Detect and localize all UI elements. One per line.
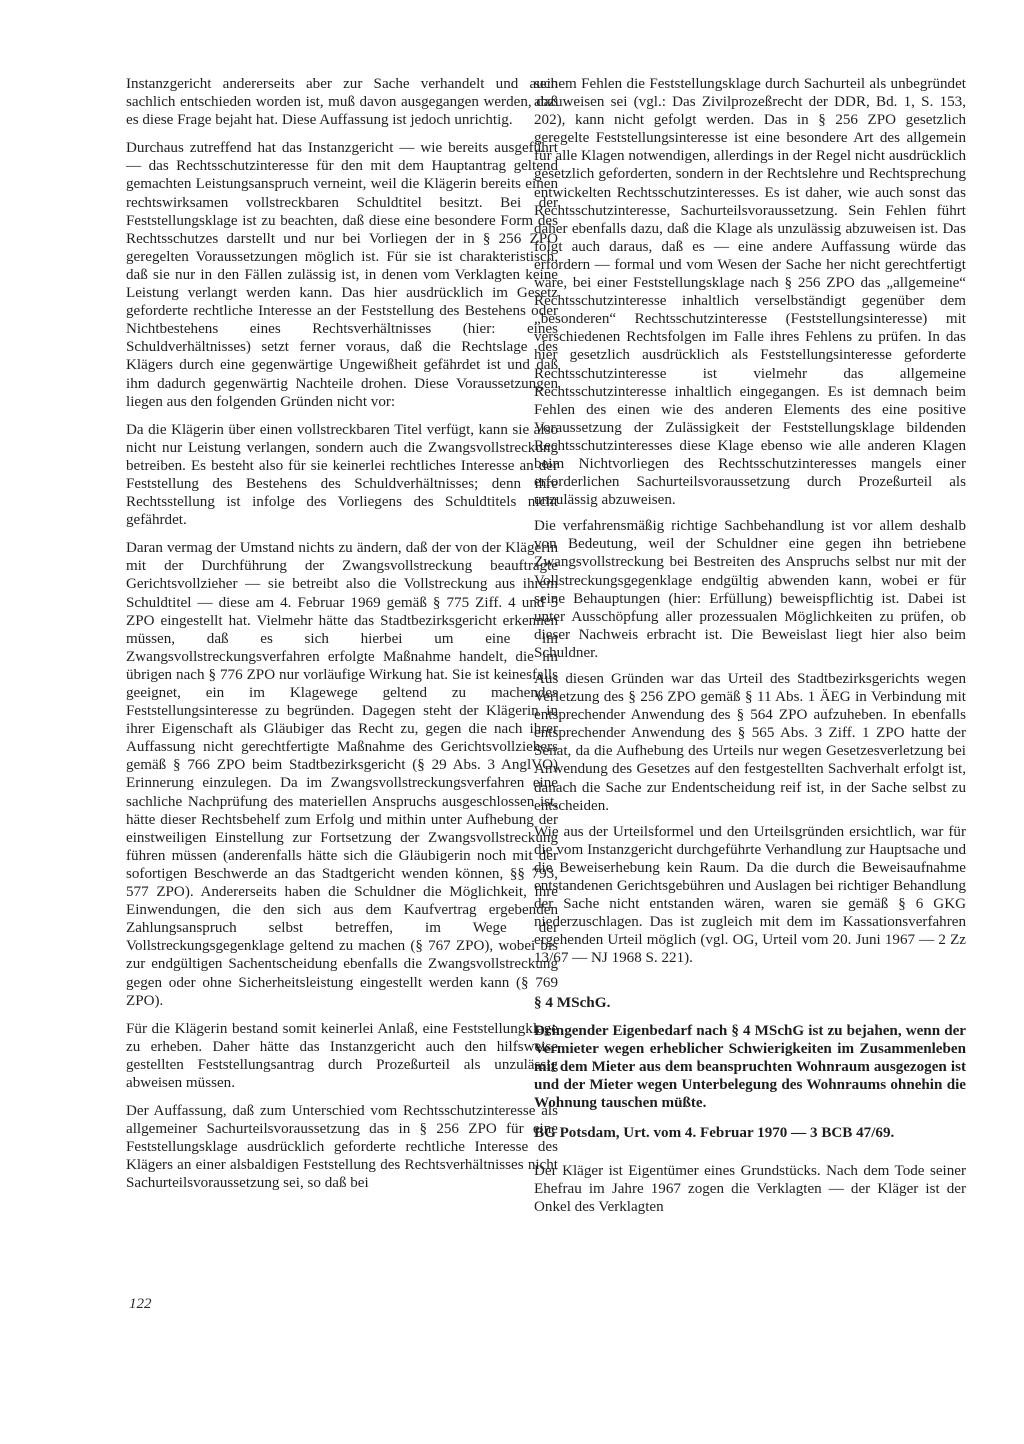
paragraph: Aus diesen Gründen war das Urteil des Stadtbezirksgerichts wegen Verletzung des § 256 ZPO gemäß § 11 Abs. 1 ÄEG in Verbindung mit entsprechender Anwendung des § 564 ZPO aufzuheben. In ebenfalls entsprechender Anwendung des § 565 Abs. 3 Ziff. 1 ZPO hatte der Senat, da die Aufhebung des Urteils nur wegen Gesetzesverletzung bei Anwendung des Gesetzes auf den festgestellten Sachverhalt erfolgt ist, danach die Sache zur Endentscheidung reif ist, in der Sache selbst zu entscheiden.: [534, 671, 966, 814]
paragraph: Instanzgericht andererseits aber zur Sache verhandelt und auch sachlich entschieden worden ist, muß davon ausgegangen werden, daß es diese Frage bejaht hat. Diese Auffassung ist jedoch unrichtig.: [126, 76, 558, 129]
paragraph: Für die Klägerin bestand somit keinerlei Anlaß, eine Feststellungklage zu erheben. Daher hätte das Instanzgericht auch den hilfsweise gestellten Feststellungsantrag durch Prozeßurteil als unzulässig abweisen müssen.: [126, 1020, 558, 1091]
page-number: 122: [129, 1296, 152, 1312]
left-column: [126, 75, 558, 1203]
court-citation: BG Potsdam, Urt. vom 4. Februar 1970 — 3 BCB 47/69.: [534, 1125, 895, 1142]
paragraph: Daran vermag der Umstand nichts zu ändern, daß der von der Klägerin mit der Durchführung der Zwangsvollstreckung beauftragte Gerichtsvollzieher — sie betreibt also die Vollstreckung aus ihrem Schuldtitel — diese am 4. Februar 1969 gemäß § 775 Ziff. 4 und 5 ZPO eingestellt hat. Vielmehr hätte das Stadtbezirksgericht erkennen müssen, daß es sich hierbei um eine im Zwangsvollstreckungsverfahren erfolgte Maßnahme handelt, die im übrigen nach § 776 ZPO nur vorläufige Wirkung hat. Sie ist keinesfalls geeignet, ein im Klagewege geltend zu machendes Feststellungsinteresse zu begründen. Dagegen steht der Klägerin in ihrer Eigenschaft als Gläubiger das Recht zu, gegen die nach ihrer Auffassung nicht gerechtfertigte Maßnahme des Gerichtsvollziehers gemäß § 766 ZPO beim Stadtbezirksgericht (§ 29 Abs. 3 AnglVO) Erinnerung einzulegen. Da im Zwangsvollstreckungsverfahren eine sachliche Nachprüfung des materiellen Anspruchs ausgeschlossen ist, hätte dieser Rechtsbehelf zum Erfolg und mithin unter Aufhebung der einstweiligen Einstellung zur Fortsetzung der Zwangsvollstreckung führen müssen (anderenfalls hätte sich die Gläubigerin noch mit der sofortigen Beschwerde an das Stadtgericht wenden können, §§ 793, 577 ZPO). Andererseits haben die Schuldner die Möglichkeit, ihre Einwendungen, die den sich aus dem Kaufvertrag ergebenden Zahlungsanspruch selbst betreffen, im Wege der Vollstreckungsgegenklage geltend zu machen (§ 767 ZPO), wobei bis zur endgültigen Sachentscheidung ebenfalls die Zwangsvollstreckung gegen oder ohne Sicherheitsleistung eingestellt werden kann (§ 769 ZPO).: [126, 540, 558, 1009]
right-column: [534, 75, 966, 1226]
paragraph: Durchaus zutreffend hat das Instanzgericht — wie bereits ausgeführt — das Rechtsschutzinteresse für den mit dem Hauptantrag geltend gemachten Leistungsanspruch verneint, weil die Klägerin bereits einen rechtswirksamen vollstreckbaren Schuldtitel besitzt. Bei der Feststellungsklage ist zu beachten, daß diese eine besondere Form des Rechtsschutzes darstellt und nur bei Vorliegen der in § 256 ZPO geregelten Voraussetzungen möglich ist. Für sie ist charakteristisch, daß sie nur in den Fällen zulässig ist, in denen vom Verklagten keine Leistung verlangt werden kann. Das hier ausdrücklich im Gesetz geforderte rechtliche Interesse an der Feststellung des Bestehens oder Nichtbestehens eines Rechtsverhältnisses (hier: eines Schuldverhältnisses) setzt ferner voraus, daß die Rechtslage des Klägers durch eine gegenwärtige Ungewißheit gefährdet ist und daß ihm dadurch gegenwärtig Nachteile drohen. Diese Voraussetzungen liegen aus den folgenden Gründen nicht vor:: [126, 140, 558, 410]
paragraph: Die verfahrensmäßig richtige Sachbehandlung ist vor allem deshalb von Bedeutung, weil der Schuldner eine gegen ihn betriebene Zwangsvollstreckung bei Bestreiten des Anspruchs selbst nur mit der Vollstreckungsgegenklage endgültig abwenden kann, wobei er für seine Behauptungen (hier: Erfüllung) beweispflichtig ist. Dabei ist unter Ausschöpfung aller prozessualen Möglichkeiten zu prüfen, ob dieser Nachweis erbracht ist. Die Beweislast liegt hier also beim Schuldner.: [534, 518, 966, 661]
headnote: Dringender Eigenbedarf nach § 4 MSchG ist zu bejahen, wenn der Vermieter wegen erheblicher Schwierigkeiten im Zusammenleben mit dem Mieter aus dem beanspruchten Wohnraum ausgezogen ist und der Mieter wegen Unterbelegung des Wohnraums ohnehin die Wohnung tauschen müßte.: [534, 1022, 966, 1111]
section-heading: § 4 MSchG.: [534, 993, 611, 1011]
paragraph: Da die Klägerin über einen vollstreckbaren Titel verfügt, kann sie also nicht nur Leistung verlangen, sondern auch die Zwangsvollstreckung betreiben. Es besteht also für sie keinerlei rechtliches Interesse an der Feststellung des Bestehens des Schuldverhältnisses; denn ihre Rechtsstellung ist infolge des Vorliegens des Schuldtitels nicht gefährdet.: [126, 421, 558, 529]
paragraph: Wie aus der Urteilsformel und den Urteilsgründen ersichtlich, war für die vom Instanzgericht durchgeführte Verhandlung zur Hauptsache und die Beweiserhebung kein Raum. Da die durch die Beweisaufnahme entstandenen Gerichtsgebühren und Auslagen bei richtiger Behandlung der Sache nicht entstanden wären, waren sie gemäß § 6 GKG niederzuschlagen. Das ist zugleich mit dem im Kassationsverfahren ergehenden Urteil möglich (vgl. OG, Urteil vom 20. Juni 1967 — 2 Zz 13/67 — NJ 1968 S. 221).: [534, 823, 966, 967]
case-paragraph: Der Kläger ist Eigentümer eines Grundstücks. Nach dem Tode seiner Ehefrau im Jahre 1967 zogen die Verklagten — der Kläger ist der Onkel des Verklagten: [534, 1163, 966, 1216]
paragraph: seinem Fehlen die Feststellungsklage durch Sachurteil als unbegründet abzuweisen sei (vgl.: Das Zivilprozeßrecht der DDR, Bd. 1, S. 153, 202), kann nicht gefolgt werden. Das in § 256 ZPO gesetzlich geregelte Feststellungsinteresse ist eine besondere Art des allgemein für alle Klagen notwendigen, allerdings in der Regel nicht ausdrücklich gesetzlich geforderten, sondern in der Rechtslehre und Rechtsprechung entwickelten Rechtsschutzinteresses. Es ist daher, wie auch sonst das Rechtsschutzinteresse, Sachurteilsvoraussetzung. Sein Fehlen führt daher ebenfalls dazu, daß die Klage als unzulässig abzuweisen ist. Das folgt auch daraus, daß es — eine andere Auffassung würde das erfordern — formal und vom Wesen der Sache her nicht gerechtfertigt wäre, bei einer Feststellungsklage nach § 256 ZPO das „allgemeine“ Rechtsschutzinteresse inhaltlich verselbständigt gegenüber dem „besonderen“ Rechtsschutzinteresse (Feststellungsinteresse) mit verschiedenen Rechtsfolgen im Falle ihres Fehlens zu prüfen. In das hier gesetzlich ausdrücklich als Feststellungsinteresse geforderte Rechtsschutzinteresse ist vielmehr das allgemeine Rechtsschutzinteresse inhaltlich eingegangen. Es ist demnach beim Fehlen des einen wie des anderen Elements des eine positive Voraussetzung der Zulässigkeit der Feststellungsklage bildenden Rechtsschutzinteresses diese Klage ebenso wie alle anderen Klagen beim Nichtvorliegen des Rechtsschutzinteresses mangels einer erforderlichen Sachurteilsvoraussetzung durch Prozeßurteil als unzulässig abzuweisen.: [534, 76, 966, 509]
paragraph: Der Auffassung, daß zum Unterschied vom Rechtsschutzinteresse als allgemeiner Sachurteilsvoraussetzung das in § 256 ZPO für eine Feststellungsklage ausdrücklich geforderte rechtliche Interesse des Klägers an einer alsbaldigen Feststellung des Rechtsverhältnisses nicht Sachurteilsvoraussetzung sei, so daß bei: [126, 1103, 558, 1192]
